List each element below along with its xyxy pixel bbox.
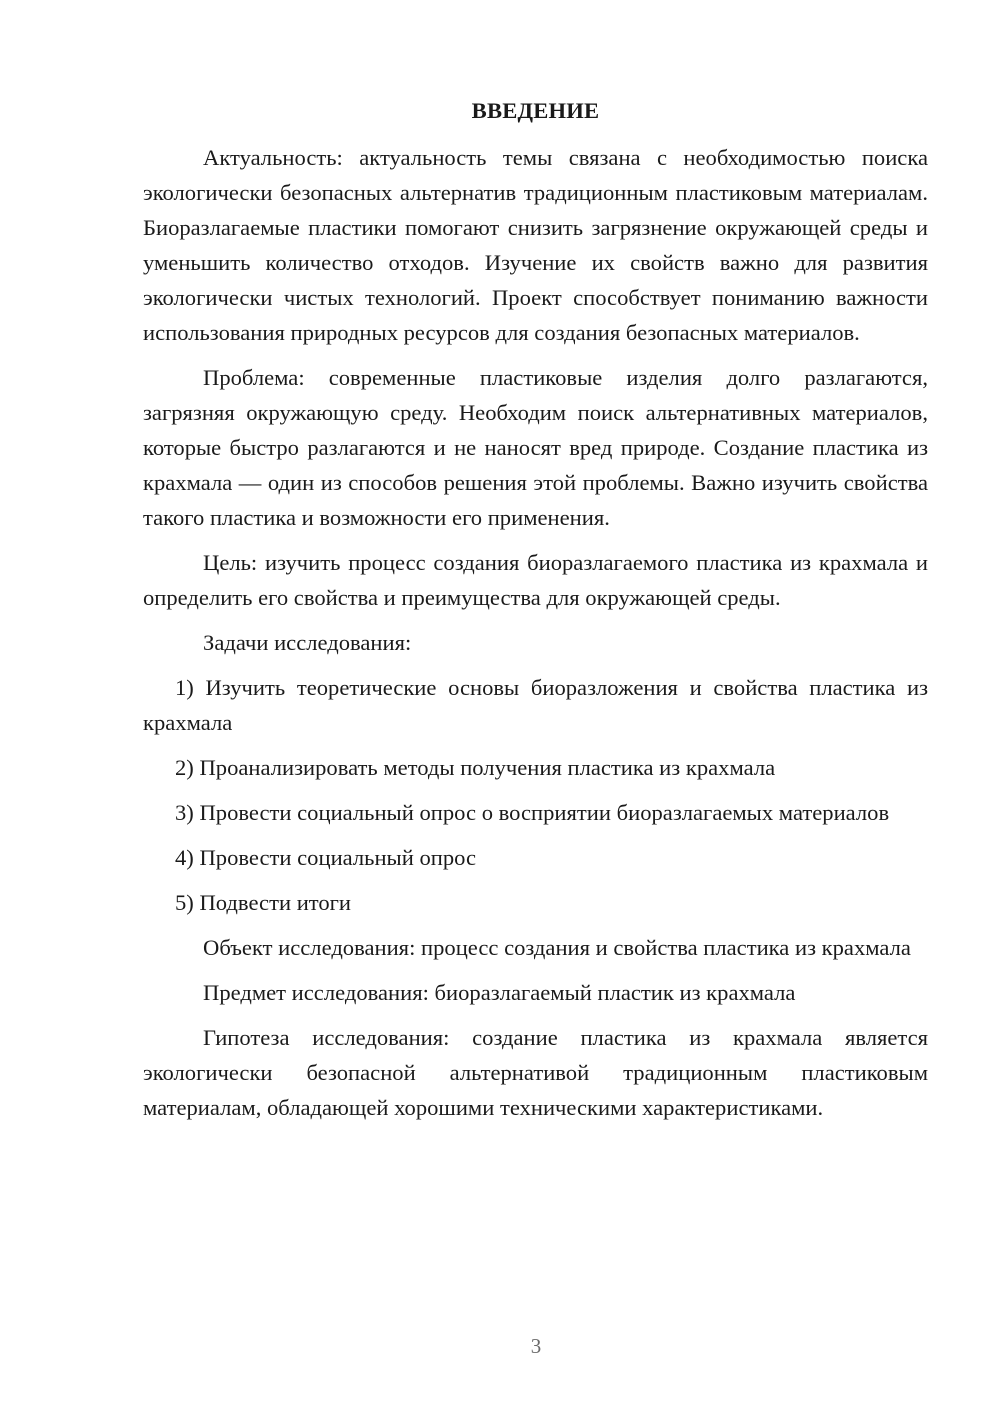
problem-paragraph: Проблема: современные пластиковые изделия долго разлагаются, загрязняя окружающую среду. Необходим поиск альтернативных материалов, которые быстро разлагаются и не наносят вред природе. Создание пластика из крахмала — один из способов решения этой проблемы. Важно изучить свойства такого пластика и возможности его применения. [143,365,928,530]
section-title: ВВЕДЕНИЕ [471,98,600,123]
object-paragraph: Объект исследования: процесс создания и свойства пластика из крахмала [203,935,911,960]
subject-paragraph: Предмет исследования: биоразлагаемый пластик из крахмала [203,980,796,1005]
task-item-2: 2) Проанализировать методы получения пластика из крахмала [175,755,776,780]
hypothesis-paragraph: Гипотеза исследования: создание пластика из крахмала является экологически безопасной альтернативой традиционным пластиковым материалам, обладающей хорошими техническими характеристиками. [143,1025,928,1120]
page-number: 3 [530,1334,542,1358]
task-item-1: 1) Изучить теоретические основы биоразложения и свойства пластика из крахмала [143,675,928,735]
page-content [143,93,928,1135]
task-item-5: 5) Подвести итоги [175,890,352,915]
goal-paragraph: Цель: изучить процесс создания биоразлагаемого пластика из крахмала и определить его свойства и преимущества для окружающей среды. [143,550,928,610]
relevance-paragraph: Актуальность: актуальность темы связана с необходимостью поиска экологически безопасных альтернатив традиционным пластиковым материалам. Биоразлагаемые пластики помогают снизить загрязнение окружающей среды и уменьшить количество отходов. Изучение их свойств важно для развития экологически чистых технологий. Проект способствует пониманию важности использования природных ресурсов для создания безопасных материалов. [143,145,928,345]
task-item-4: 4) Провести социальный опрос [175,845,477,870]
tasks-heading: Задачи исследования: [203,630,412,655]
task-item-3: 3) Провести социальный опрос о восприятии биоразлагаемых материалов [175,800,890,825]
